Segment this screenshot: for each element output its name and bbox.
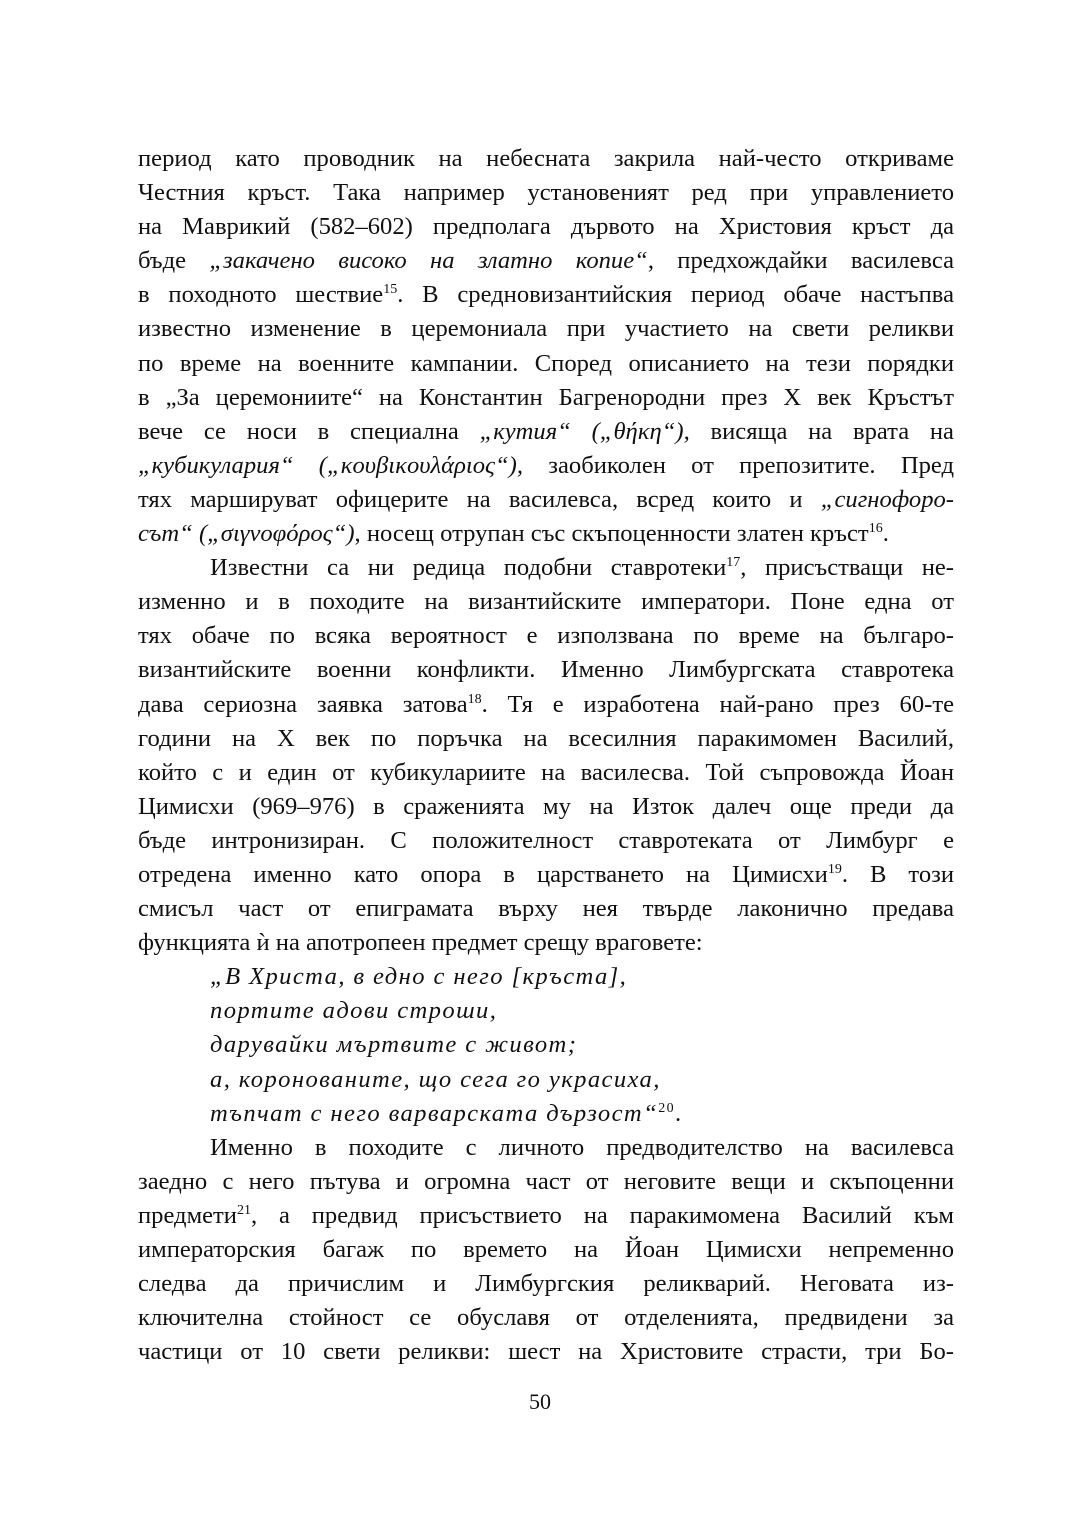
text-run: Известни са ни редица подобни ставротеки [210, 554, 727, 582]
text-run: бъде [138, 247, 210, 275]
italic-term: „сигнофоро- [820, 485, 954, 513]
paragraph-3 [138, 1131, 954, 1370]
footnote-ref-18[interactable]: 18 [467, 691, 482, 707]
text-line [138, 415, 954, 449]
page-number: 50 [529, 1389, 551, 1414]
text-run: в походното шествие [138, 281, 384, 309]
text-line: частици от 10 свети реликви: шест на Христовите страсти, три Бо- [138, 1338, 954, 1366]
text-line: тях обаче по всяка вероятност е използвана по време на българо- [138, 622, 954, 650]
text-line [138, 517, 954, 551]
text-run: висяща на врата на [689, 417, 954, 445]
poem-line [138, 1097, 954, 1131]
footnote-ref-19[interactable]: 19 [827, 861, 842, 877]
footnote-ref-16[interactable]: 16 [868, 521, 883, 537]
text-line: Именно в походите с личното предводителство на василевса [210, 1133, 954, 1161]
italic-quote: „закачено високо на златно копие“ [209, 247, 648, 275]
text-line: известно изменение в церемониала при участието на свети реликви [138, 315, 954, 343]
text-run: . В средновизантийския период обаче настъпва [397, 281, 954, 309]
text-line [138, 551, 954, 585]
text-line: византийските военни конфликти. Именно Лимбургската ставротека [138, 656, 954, 684]
text-run: заобиколен от препозитите. Пред [523, 451, 954, 479]
text-line [138, 483, 954, 517]
paragraph-1 [138, 142, 954, 551]
poem-line: „В Христа, в едно с него [кръста], [210, 963, 628, 991]
paragraph-2 [138, 551, 954, 960]
footnote-ref-20[interactable]: 20 [658, 1100, 675, 1116]
text-run: . [882, 520, 889, 548]
footnote-ref-17[interactable]: 17 [726, 555, 741, 571]
text-run: , а предвид присъствието на паракимомена Василий към [250, 1201, 954, 1229]
italic-term: „кубикулария“ („κουβικουλάριος“), [138, 451, 524, 479]
italic-term: „кутия“ („θήκη“), [479, 417, 690, 445]
text-run: . [675, 1099, 683, 1127]
text-run: . Тя е изработена най-рано през 60-те [481, 690, 954, 718]
text-line: който с и един от кубикулариите на василесва. Той съпровожда Йоан [138, 758, 954, 786]
text-line: на Маврикий (582–602) предполага дървото на Христовия кръст да [138, 213, 954, 241]
footnote-ref-21[interactable]: 21 [236, 1202, 251, 1218]
text-line: изменно и в походите на византийските императори. Поне една от [138, 588, 954, 616]
text-line [138, 449, 954, 483]
page-text [138, 142, 954, 1369]
footnote-ref-15[interactable]: 15 [383, 282, 398, 298]
poem-line: а, коронованите, що сега го украсиха, [210, 1065, 661, 1093]
text-line: ключителна стойност се обуславя от отделенията, предвидени за [138, 1304, 954, 1332]
italic-term: сът“ („σιγνοφόρος“) [138, 520, 355, 548]
text-line: период като проводник на небесната закрила най-често откриваме [138, 145, 954, 172]
text-line: в „За церемониите“ на Константин Багренородни през X век Кръстът [138, 383, 954, 411]
text-line: заедно с него пътува и огромна част от неговите вещи и скъпоценни [138, 1167, 954, 1195]
text-line: по време на военните кампании. Според описанието на тези порядки [138, 349, 954, 377]
text-line: функцията ѝ на апотропеен предмет срещу враговете: [138, 929, 703, 957]
text-line: Честния кръст. Така например установеният ред при управлението [138, 179, 954, 207]
text-line [138, 688, 954, 722]
text-run: тъпчат с него варварската дързост“ [210, 1099, 659, 1127]
text-line: смисъл част от епиграмата върху нея твърде лаконично предава [138, 895, 954, 923]
text-line: Цимисхи (969–976) в сраженията му на Изток далеч още преди да [138, 792, 954, 820]
text-line [138, 858, 954, 892]
text-run: вече се носи в специална [138, 417, 480, 445]
text-run: дава сериозна заявка затова [138, 690, 468, 718]
text-run: отредена именно като опора в царстването на Цимисхи [138, 860, 828, 888]
epigram-quote [138, 960, 954, 1130]
text-line: императорския багаж по времето на Йоан Цимисхи непременно [138, 1236, 954, 1263]
text-line [138, 1199, 954, 1233]
text-run: . В този [841, 860, 955, 888]
poem-line: дарувайки мъртвите с живот; [210, 1031, 578, 1059]
text-line: години на X век по поръчка на всесилния паракимомен Василий, [138, 724, 954, 752]
text-run: предмети [138, 1201, 237, 1229]
text-line: следва да причислим и Лимбургския реликварий. Неговата из- [138, 1270, 954, 1298]
text-run: , предхождайки василевса [647, 247, 954, 275]
text-line: бъде интронизиран. С положителност ставротеката от Лимбург е [138, 826, 954, 854]
text-line [138, 278, 954, 312]
text-line [138, 244, 954, 278]
text-run: , присъстващи не- [740, 554, 954, 582]
text-run: , носещ отрупан със скъпоценности златен кръст [354, 520, 869, 548]
text-run: тях маршируват офицерите на василевса, всред които и [138, 485, 821, 513]
poem-line: портите адови строши, [210, 997, 498, 1025]
